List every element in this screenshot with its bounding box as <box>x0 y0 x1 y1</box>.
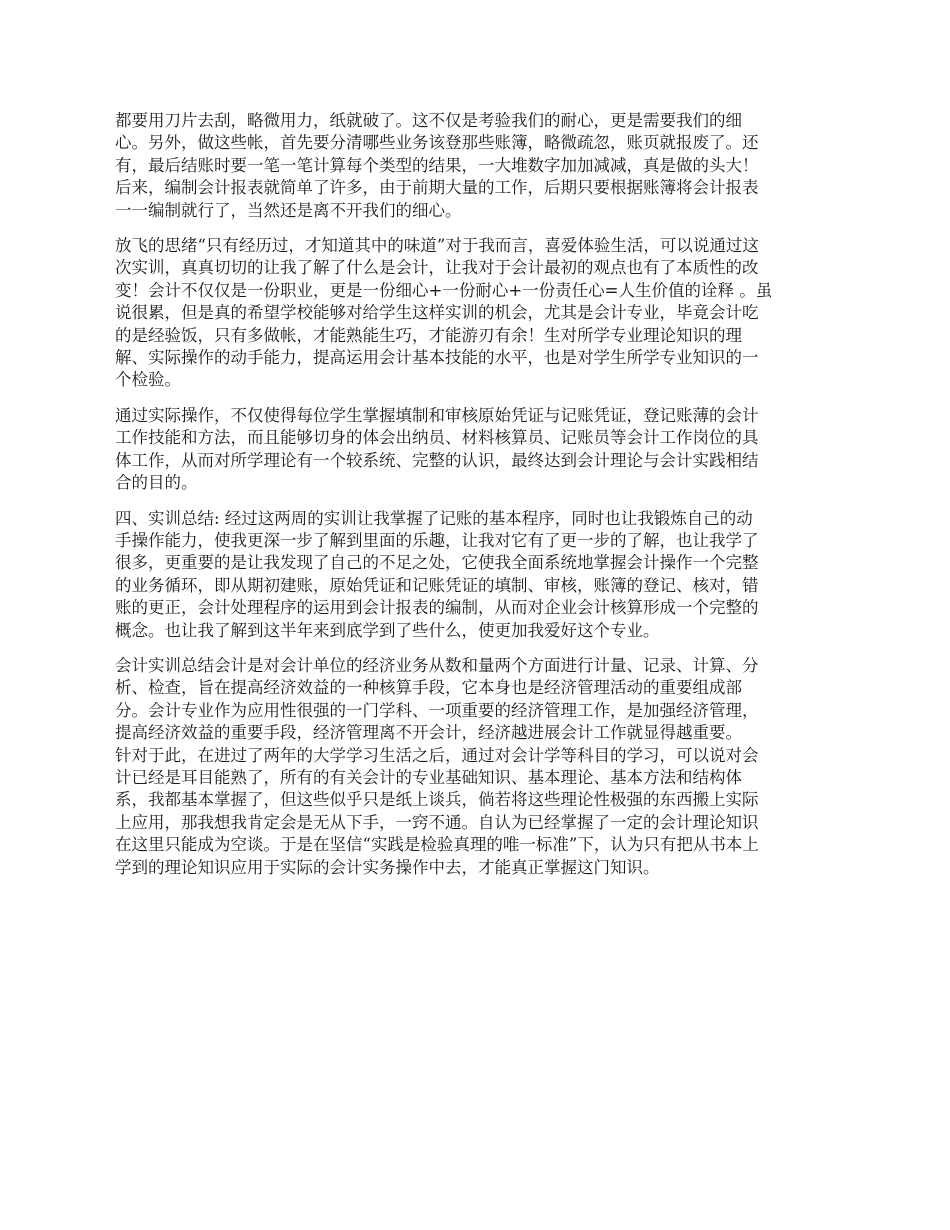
text-line: 上应用，那我想我肯定会是无从下手，一窍不通。自认为已经掌握了一定的会计理论知识 <box>115 812 759 832</box>
text-line: 合的目的。 <box>115 473 198 493</box>
text-line: 系，我都基本掌握了，但这些似乎只是纸上谈兵，倘若将这些理论性极强的东西搬上实际 <box>115 790 759 810</box>
paragraph-1 <box>115 110 842 222</box>
text-line: 变！会计不仅仅是一份职业，更是一份细心+一份耐心+一份责任心=人生价值的诠释 。虽 <box>115 280 773 300</box>
paragraph-3 <box>115 405 842 495</box>
text-line: 手操作能力，使我更深一步了解到里面的乐趣，让我对它有了更一步的了解，也让我学了 <box>115 530 759 550</box>
text-line: 次实训，真真切切的让我了解了什么是会计，让我对于会计最初的观点也有了本质性的改 <box>115 258 759 278</box>
text-line: 一一编制就行了，当然还是离不开我们的细心。 <box>115 200 462 220</box>
text-line: 账的更正，会计处理程序的运用到会计报表的编制，从而对企业会计核算形成一个完整的 <box>115 598 759 618</box>
text-line: 会计实训总结会计是对会计单位的经济业务从数和量两个方面进行计量、记录、计算、分 <box>115 655 759 675</box>
text-line: 提高经济效益的重要手段，经济管理离不开会计，经济越进展会计工作就显得越重要。 <box>115 723 742 743</box>
text-line: 心。另外，做这些帐，首先要分清哪些业务该登那些账簿，略微疏忽，账页就报废了。还 <box>115 133 759 153</box>
text-line: 很多，更重要的是让我发现了自己的不足之处，它使我全面系统地掌握会计操作一个完整 <box>115 553 759 573</box>
text-line: 通过实际操作，不仅使得每位学生掌握填制和审核原始凭证与记账凭证，登记账薄的会计 <box>115 405 759 425</box>
text-line: 的是经验饭，只有多做帐，才能熟能生巧，才能游刃有余！生对所学专业理论知识的理 <box>115 325 742 345</box>
paragraph-4 <box>115 508 842 642</box>
text-line: 在这里只能成为空谈。于是在坚信“实践是检验真理的唯一标准”下，认为只有把从书本上 <box>115 835 759 855</box>
text-line: 解、实际操作的动手能力，提高运用会计基本技能的水平，也是对学生所学专业知识的一 <box>115 348 759 368</box>
text-line: 说很累，但是真的希望学校能够对给学生这样实训的机会，尤其是会计专业，毕竟会计吃 <box>115 303 759 323</box>
text-line: 放飞的思绪“只有经历过，才知道其中的味道”对于我而言，喜爱体验生活，可以说通过这 <box>115 236 759 256</box>
paragraph-5 <box>115 655 842 879</box>
text-line: 析、检查，旨在提高经济效益的一种核算手段，它本身也是经济管理活动的重要组成部 <box>115 678 742 698</box>
text-line: 四、实训总结: 经过这两周的实训让我掌握了记账的基本程序，同时也让我锻炼自己的动 <box>115 508 753 528</box>
text-line: 的业务循环，即从期初建账，原始凭证和记账凭证的填制、审核，账簿的登记、核对，错 <box>115 575 759 595</box>
text-line: 后来，编制会计报表就简单了许多，由于前期大量的工作，后期只要根据账簿将会计报表 <box>115 178 759 198</box>
text-line: 体工作，从而对所学理论有一个较系统、完整的认识，最终达到会计理论与会计实践相结 <box>115 450 759 470</box>
text-line: 都要用刀片去刮，略微用力，纸就破了。这不仅是考验我们的耐心，更是需要我们的细 <box>115 111 742 130</box>
text-line: 有，最后结账时要一笔一笔计算每个类型的结果，一大堆数字加加减减，真是做的头大！ <box>115 155 759 175</box>
document-body <box>115 110 842 892</box>
text-line: 计已经是耳目能熟了，所有的有关会计的专业基础知识、基本理论、基本方法和结构体 <box>115 767 742 787</box>
text-line: 学到的理论知识应用于实际的会计实务操作中去，才能真正掌握这门知识。 <box>115 857 660 877</box>
text-line: 分。会计专业作为应用性很强的一门学科、一项重要的经济管理工作，是加强经济管理， <box>115 700 759 720</box>
text-line: 工作技能和方法，而且能够切身的体会出纳员、材料核算员、记账员等会计工作岗位的具 <box>115 428 759 448</box>
paragraph-2 <box>115 235 842 392</box>
text-line: 概念。也让我了解到这半年来到底学到了些什么，使更加我爱好这个专业。 <box>115 620 660 640</box>
text-line: 个检验。 <box>115 370 181 390</box>
text-line: 针对于此，在进过了两年的大学学习生活之后，通过对会计学等科目的学习，可以说对会 <box>115 745 759 765</box>
